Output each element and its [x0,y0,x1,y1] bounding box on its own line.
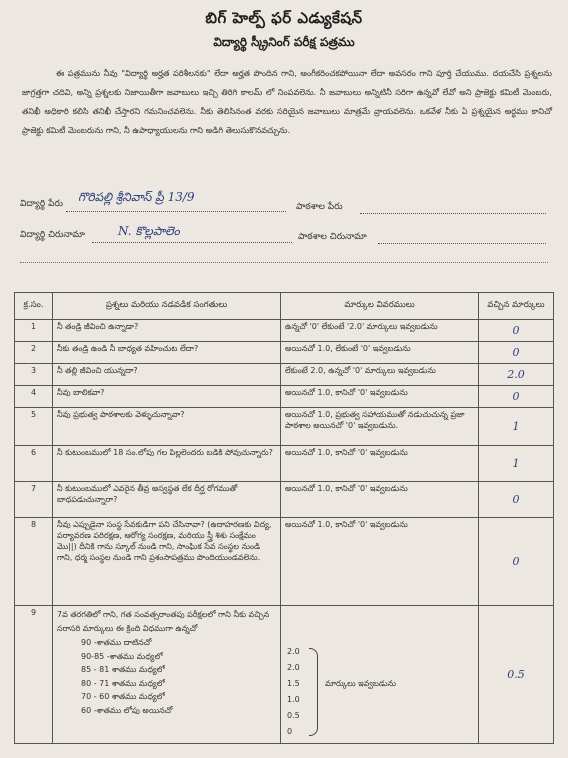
row-marks-rule: అయినచో 1.0, ప్రభుత్వ సహాయముతో నడుచుచున్న ప్రజా పాఠశాల అయినచో '0' ఇవ్వబడును. [281,408,479,446]
percentage-option: 90 -శాతము దాటినచో [81,638,152,647]
row-question: నీవు ప్రభుత్వ పాఠశాలకు వెళ్ళుచున్నావా? [53,408,281,446]
marks-scale [285,608,474,736]
student-address-value[interactable]: N. కొల్లపాలెం [118,224,180,238]
brace-icon [309,648,318,736]
blank-line [20,262,548,263]
scale-value: 2.0 [287,647,300,656]
scale-value: 2.0 [287,663,300,672]
row-marks-scale [281,606,479,744]
table-row [15,408,554,446]
percentage-option: 90-85 -శాతము మధ్యలో [81,651,163,661]
scale-value: 0.5 [287,711,300,720]
percentage-option: 60 -శాతము లోపు అయినచో [81,705,173,715]
row-serial: 3 [15,364,53,386]
table-header-row [15,293,554,320]
row-serial: 6 [15,446,53,482]
row-marks-rule: అయినచో 1.0, లేకుంటే '0' ఇవ్వబడును [281,342,479,364]
table-row [15,320,554,342]
student-name-line [66,211,286,212]
row-question: నీవు బాలికవా? [53,386,281,408]
row-question-9 [53,606,281,744]
row-question: 7వ తరగతిలో గాని, గత సంవత్సరాంతపు పరీక్షలలో గాని నీకు వచ్చిన సరాసరి మార్కులు ఈ క్రింది విధముగా ఉన్నచో [57,610,270,633]
school-name-line [360,213,546,214]
row-marks-rule: ఉన్నచో '0' లేకుంటే '2.0' మార్కులు ఇవ్వబడును [281,320,479,342]
row-marks-rule: అయినచో 1.0, కానిచో '0' ఇవ్వబడును [281,482,479,518]
row-serial: 1 [15,320,53,342]
table-row [15,364,554,386]
scale-values [287,644,300,740]
row-marks-obtained[interactable]: 0.5 [479,606,554,744]
row-marks-obtained[interactable]: 0 [479,518,554,606]
table-row [15,518,554,606]
school-name-label: పాఠశాల పేరు [296,202,343,212]
row-marks-rule: అయినచో 1.0, కానిచో '0' ఇవ్వబడును [281,386,479,408]
row-question: నీవు ఎప్పుడైనా సంస్థ సేవకుడిగా పని చేసినావా? (ఉదాహరణకు విద్య, పర్యావరణ పరిరక్షణ, ఆరోగ్య సంరక్షణ, మరియు స్త్రీ శిశు సంక్షేమం మొ||) దీనికి గాను స్కూల్ నుండి గాని, సాంఘిక సేవ సంస్థల నుండి గాని, ధర్మ సంస్థల నుండి గాని ప్రశంసాపత్రము పొందియుండవలెను. [53,518,281,606]
header-serial: క్ర.సం. [15,293,53,320]
row-serial: 9 [15,606,53,744]
row-marks-obtained[interactable]: 2.0 [479,364,554,386]
table-row [15,446,554,482]
row-marks-rule: అయినచో 1.0, కానిచో '0' ఇవ్వబడును [281,446,479,482]
form-subtitle: విద్యార్థి స్క్రీనింగ్ పరీక్ష పత్రము [213,35,355,49]
row-marks-obtained[interactable]: 0 [479,482,554,518]
table-row [15,482,554,518]
student-address-label: విద్యార్థి చిరునామా [20,230,85,240]
scale-label: మార్కులు ఇవ్వబడును [325,679,396,688]
scale-value: 1.0 [287,695,300,704]
intro-paragraph: ఈ పత్రమును నీవు "విద్యార్థి అర్హత పరిశీలనకు" లేదా అర్హత పొందిన గాని, అంగీకరించకపోయినా లేదా అవసరం గాని పూర్తి చేయుము. దయచేసి ప్రశ్నలను జాగ్రత్తగా చదివి, అన్ని ప్రశ్నలకు నిజాయితీగా జవాబులు ఇచ్చి తిరిగి కాలమ్ లో నింపవలెను. నీ జవాబులు అన్నిటినీ సరిగా ఉన్నవో లేవో అని ప్రాజెక్టు కమిటీ మెంబరు, తనిఖీ అధికారి కలిసి తనిఖీ చేస్తారని గమనించవలెను. నీకు తెలిసినంత వరకు సరియైన జవాబులు మాత్రమే వ్రాయవలెను. ఒకవేళ నీకు ఏ ప్రశ్నయైన అర్థము కానిచో ప్రాజెక్టు కమిటీ మెంబరును గాని, నీ ఉపాధ్యాయులను గాని అడిగి తెలుసుకొనవచ్చును. [22,68,552,135]
row-serial: 4 [15,386,53,408]
header-questions: ప్రశ్నలు మరియు నడవడిక సంగతులు [53,293,281,320]
row-serial: 8 [15,518,53,606]
row-question: నీ తండ్రి జీవించి ఉన్నాడా? [53,320,281,342]
row-serial: 7 [15,482,53,518]
row-question: నీ కుటుంబములో ఎవరైన తీవ్ర అస్వస్థత లేక దీర్ఘ రోగముతో బాధపడుచున్నారా? [53,482,281,518]
table-row [15,342,554,364]
row-serial: 5 [15,408,53,446]
school-address-label: పాఠశాల చిరునామా [298,232,367,242]
student-address-line [92,242,292,243]
row-marks-rule: లేకుంటే 2.0, ఉన్నచో '0' మార్కులు ఇవ్వబడును [281,364,479,386]
row-marks-obtained[interactable]: 0 [479,386,554,408]
row-question: నీకు తండ్రి ఉండి నీ బాధ్యత వహించుట లేదా? [53,342,281,364]
scale-value: 1.5 [287,679,300,688]
percentage-option: 80 - 71 శాతము మధ్యలో [81,678,165,688]
school-address-line [378,243,546,244]
row-marks-rule: అయినచో 1.0, కానిచో '0' ఇవ్వబడును [281,518,479,606]
screening-table [14,292,554,744]
percentage-option: 70 - 60 శాతము మధ్యలో [81,692,165,701]
row-marks-obtained[interactable]: 1 [479,408,554,446]
row-question: నీ కుటుంబములో 18 సం.లోపు గల పిల్లలెందరు బడికి పోవుచున్నారు? [53,446,281,482]
row-question: నీ తల్లి జీవించి యున్నదా? [53,364,281,386]
student-name-value[interactable]: గొరిపల్లి శ్రీనివాస్ ప్రీ 13/9 [78,190,195,204]
row-marks-obtained[interactable]: 0 [479,342,554,364]
percentage-option: 85 - 81 శాతము మధ్యలో [81,665,165,674]
row-marks-obtained[interactable]: 1 [479,446,554,482]
form-title: బిగ్ హెల్ప్ ఫర్ ఎడ్యుకేషన్ [205,9,363,27]
table-row [15,606,554,744]
row-serial: 2 [15,342,53,364]
student-name-label: విద్యార్థి పేరు [20,199,63,209]
table-row [15,386,554,408]
scale-value: 0 [287,727,293,736]
header-marks-details: మార్కుల వివరములు [281,293,479,320]
row-marks-obtained[interactable]: 0 [479,320,554,342]
header-marks-obtained: వచ్చిన మార్కులు [479,293,554,320]
